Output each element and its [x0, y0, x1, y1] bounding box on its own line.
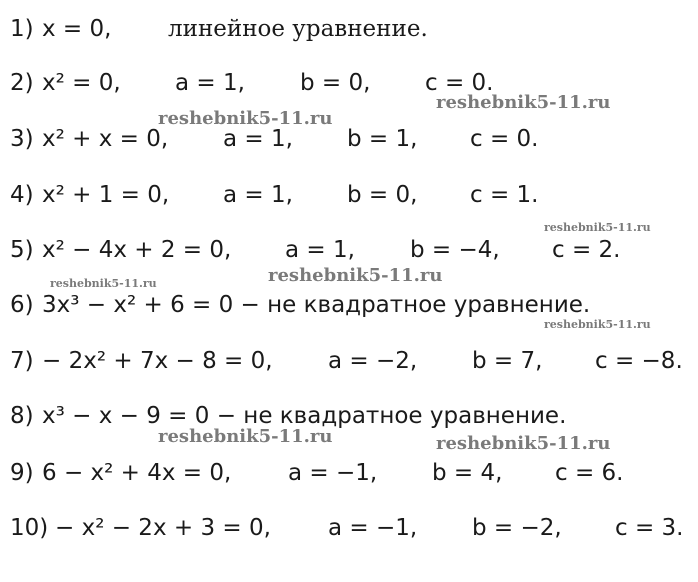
watermark: reshebnik5-11.ru — [158, 108, 333, 129]
watermark: reshebnik5-11.ru — [544, 318, 651, 331]
coef-a: a = −2, — [328, 348, 418, 374]
equation: x² − 4x + 2 = 0, — [42, 237, 232, 263]
coef-c: c = 0. — [470, 126, 539, 152]
note: линейное уравнение. — [168, 16, 428, 42]
coef-a: a = 1, — [175, 70, 245, 96]
coef-c: c = 6. — [555, 460, 624, 486]
equation: − 2x² + 7x − 8 = 0, — [42, 348, 273, 374]
line-number: 4) — [10, 182, 34, 208]
coef-c: c = 1. — [470, 182, 539, 208]
watermark: reshebnik5-11.ru — [50, 277, 157, 290]
watermark: reshebnik5-11.ru — [436, 92, 611, 113]
line-number: 1) — [10, 16, 34, 42]
equation: x² = 0, — [42, 70, 121, 96]
coef-c: c = 0. — [425, 70, 494, 96]
coef-b: b = 1, — [347, 126, 418, 152]
equation: − x² − 2x + 3 = 0, — [55, 515, 271, 541]
coef-a: a = 1, — [223, 182, 293, 208]
coef-b: b = 0, — [347, 182, 418, 208]
equation: 6 − x² + 4x = 0, — [42, 460, 232, 486]
coef-b: b = −2, — [472, 515, 562, 541]
watermark: reshebnik5-11.ru — [544, 221, 651, 234]
line-number: 7) — [10, 348, 34, 374]
watermark: reshebnik5-11.ru — [268, 265, 443, 286]
line-number: 10) — [10, 515, 49, 541]
equation: x³ − x − 9 = 0 − не квадратное уравнение. — [42, 403, 567, 429]
coef-c: c = 2. — [552, 237, 621, 263]
coef-a: a = 1, — [285, 237, 355, 263]
coef-b: b = 4, — [432, 460, 503, 486]
equation: 3x³ − x² + 6 = 0 − не квадратное уравнение. — [42, 292, 591, 318]
watermark: reshebnik5-11.ru — [436, 433, 611, 454]
coef-c: c = 3. — [615, 515, 684, 541]
coef-c: c = −8. — [595, 348, 683, 374]
coef-b: b = −4, — [410, 237, 500, 263]
coef-b: b = 0, — [300, 70, 371, 96]
line-number: 5) — [10, 237, 34, 263]
line-number: 9) — [10, 460, 34, 486]
equation: x² + x = 0, — [42, 126, 169, 152]
coef-a: a = −1, — [328, 515, 418, 541]
line-number: 6) — [10, 292, 34, 318]
equation: x² + 1 = 0, — [42, 182, 170, 208]
equation: x = 0, — [42, 16, 112, 42]
coef-a: a = −1, — [288, 460, 378, 486]
line-number: 2) — [10, 70, 34, 96]
coef-a: a = 1, — [223, 126, 293, 152]
line-number: 3) — [10, 126, 34, 152]
coef-b: b = 7, — [472, 348, 543, 374]
watermark: reshebnik5-11.ru — [158, 426, 333, 447]
line-number: 8) — [10, 403, 34, 429]
